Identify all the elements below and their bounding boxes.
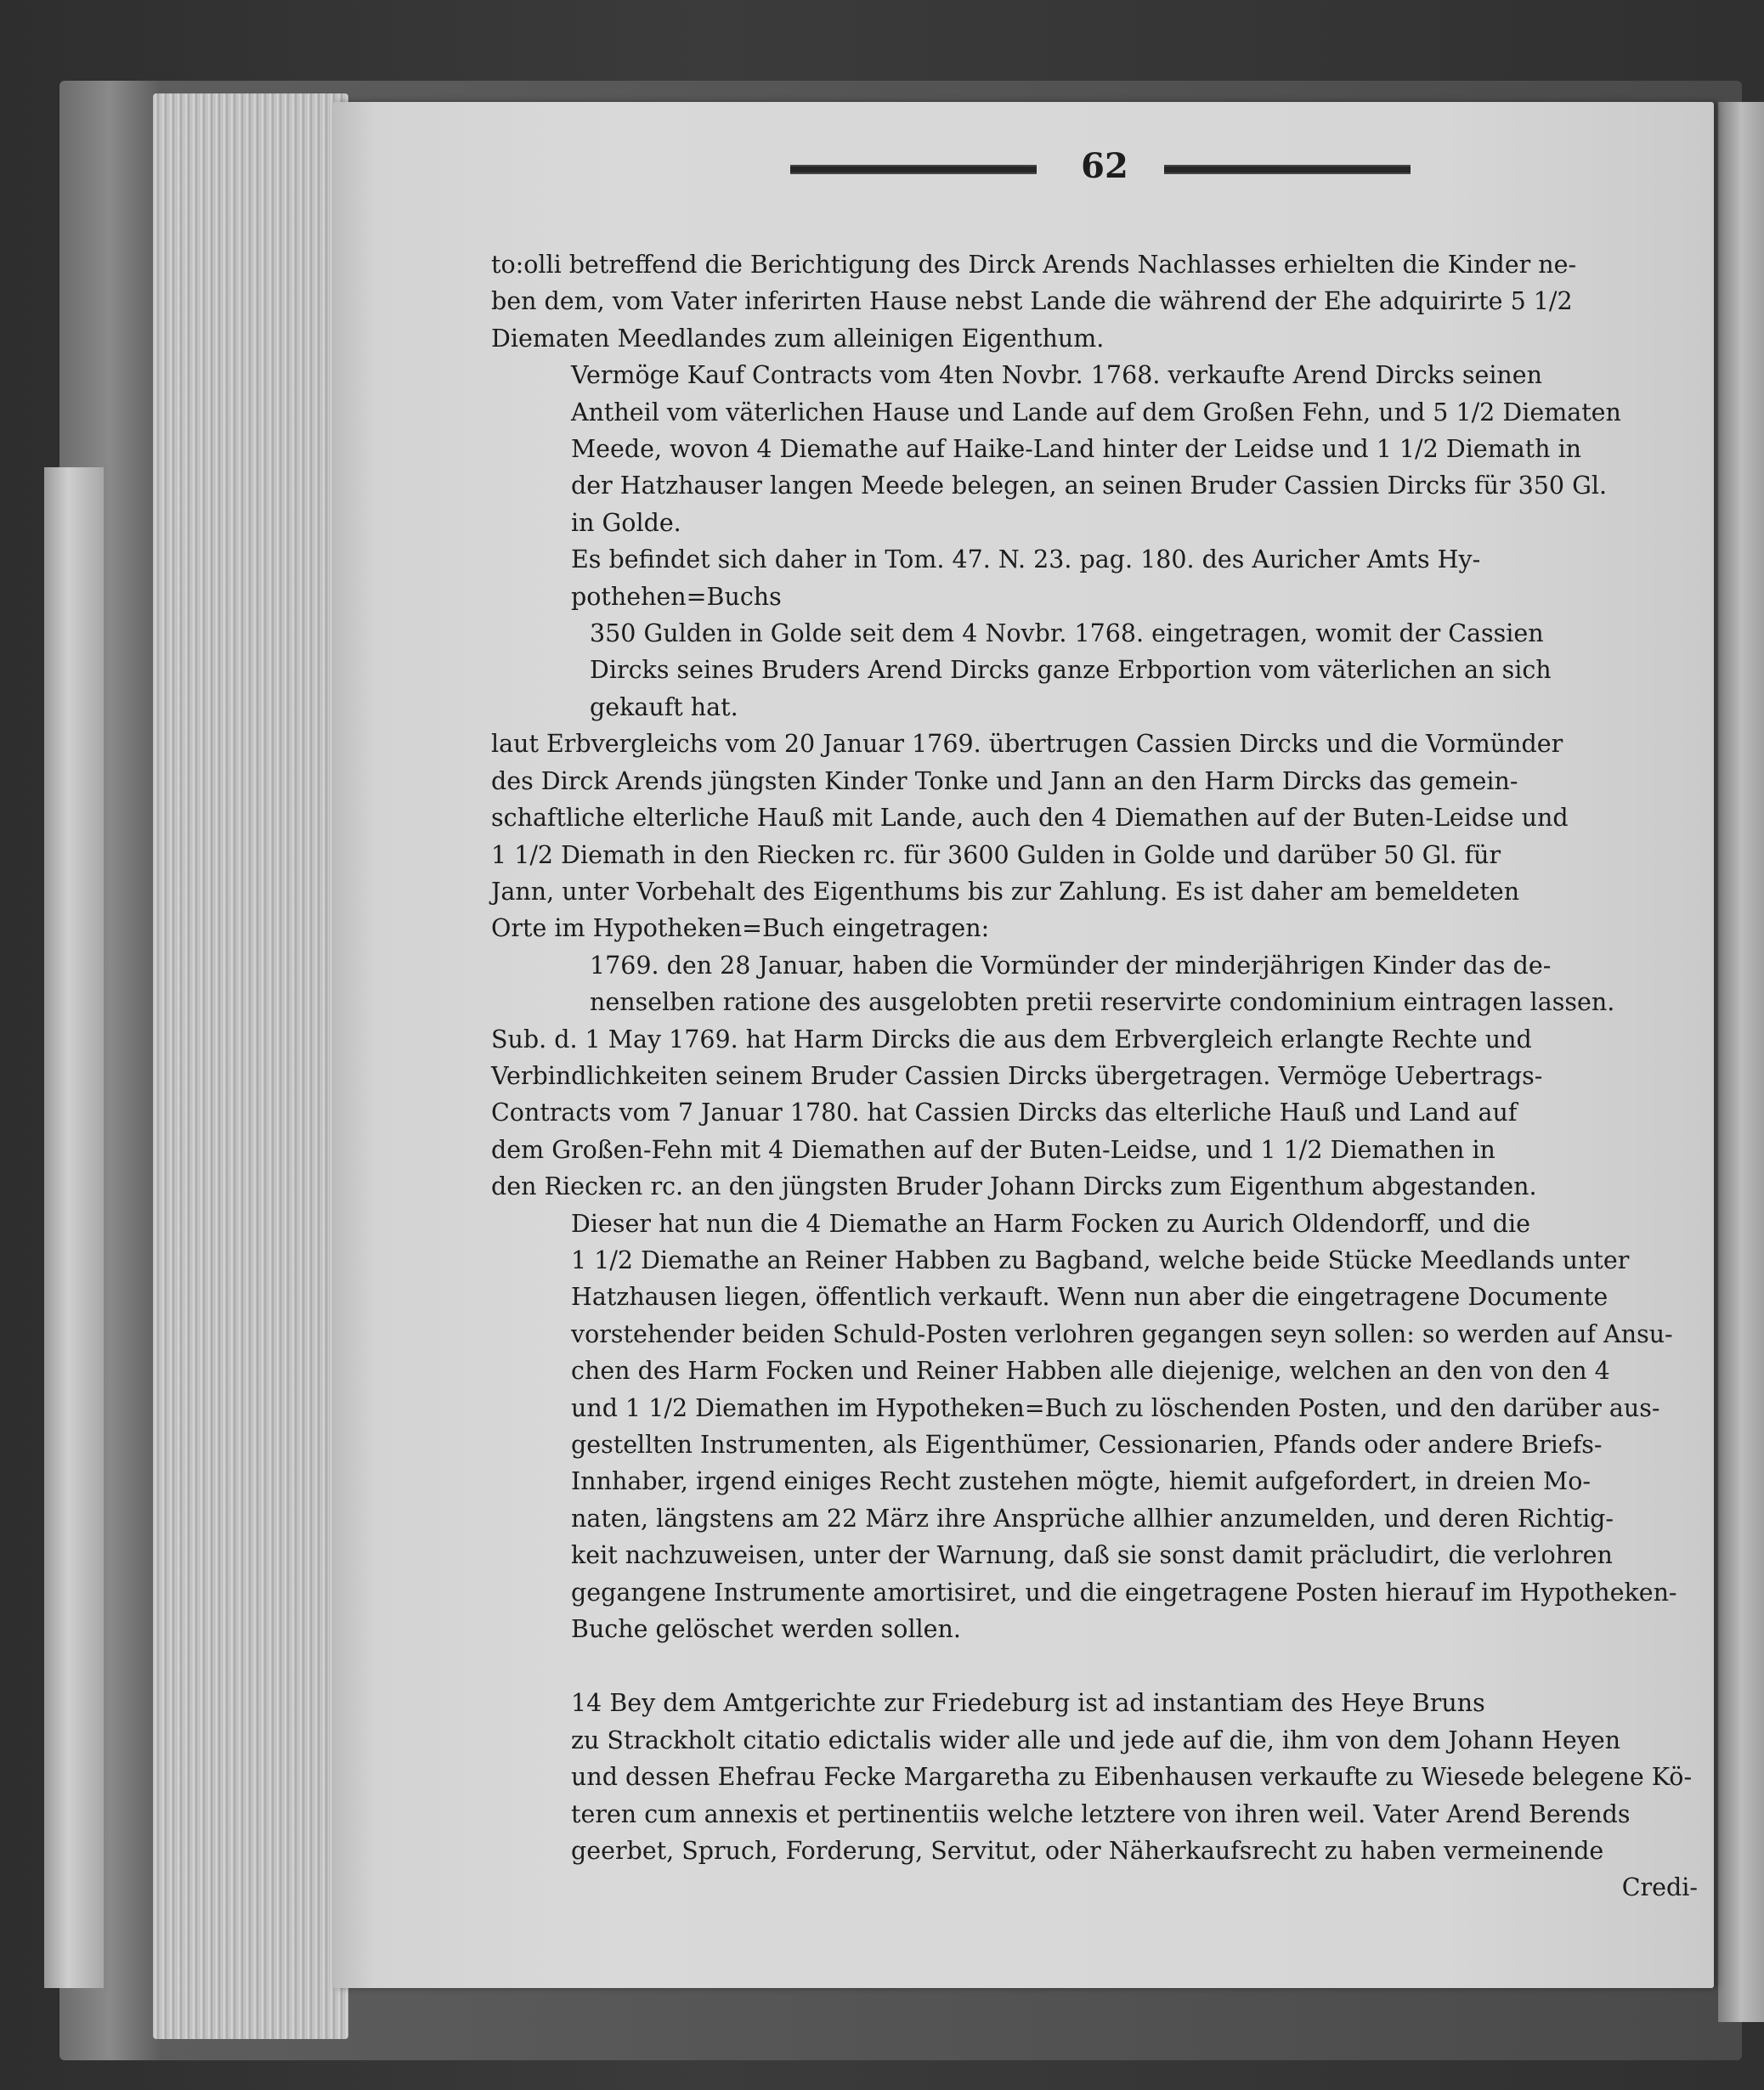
header-rule-left xyxy=(790,165,1037,174)
text-line: naten, längstens am 22 März ihre Ansprüche allhier anzumelden, und deren Richtig- xyxy=(571,1504,1614,1533)
text-line: 14 Bey dem Amtgerichte zur Friedeburg ist ad instantiam des Heye Bruns xyxy=(571,1689,1485,1718)
text-line: Jann, unter Vorbehalt des Eigenthums bis zur Zahlung. Es ist daher am bemeldeten xyxy=(491,877,1520,906)
text-line: 350 Gulden in Golde seit dem 4 Novbr. 1768. eingetragen, womit der Cassien xyxy=(590,619,1544,648)
text-line: 1 1/2 Diemathe an Reiner Habben zu Bagband, welche beide Stücke Meedlands unter xyxy=(571,1246,1630,1274)
text-line: schaftliche elterliche Hauß mit Lande, auch den 4 Diemathen auf der Buten-Leidse und xyxy=(491,804,1569,833)
paragraph xyxy=(491,1685,1698,1869)
text-line: den Riecken rc. an den jüngsten Bruder Johann Dircks zum Eigenthum abgestanden. xyxy=(491,1172,1537,1201)
paragraph xyxy=(491,1021,1698,1206)
header-rule-right xyxy=(1164,165,1411,174)
text-line: ben dem, vom Vater inferirten Hause nebst Lande die während der Ehe adquirirte 5 1/2 xyxy=(491,287,1573,316)
page-edge-stack xyxy=(153,93,348,2039)
text-line: pothehen=Buchs xyxy=(571,582,782,611)
text-line: keit nachzuweisen, unter der Warnung, daß sie sonst damit präcludirt, die verlohren xyxy=(571,1541,1613,1570)
text-line: nenselben ratione des ausgelobten pretii reservirte condominium eintragen lassen. xyxy=(590,988,1615,1017)
text-line: Meede, wovon 4 Diemathe auf Haike-Land hinter der Leidse und 1 1/2 Diemath in xyxy=(571,435,1582,464)
page-number: 62 xyxy=(1081,146,1128,186)
text-line: Diematen Meedlandes zum alleinigen Eigenthum. xyxy=(491,324,1105,353)
paragraph xyxy=(491,947,1698,1021)
paragraph xyxy=(491,357,1698,541)
paragraph-spacer xyxy=(491,1647,1698,1685)
cover-spine-strip xyxy=(44,467,104,1988)
text-line: Sub. d. 1 May 1769. hat Harm Dircks die aus dem Erbvergleich erlangte Rechte und xyxy=(491,1025,1532,1053)
text-line: geerbet, Spruch, Forderung, Servitut, oder Näherkaufsrecht zu haben vermeinende xyxy=(571,1837,1604,1866)
page-body-text xyxy=(491,246,1698,1906)
paragraph xyxy=(491,615,1698,726)
text-line: und dessen Ehefrau Fecke Margaretha zu Eibenhausen verkaufte zu Wiesede belegene Kö- xyxy=(571,1763,1693,1792)
text-line: Antheil vom väterlichen Hause und Lande auf dem Großen Fehn, und 5 1/2 Diematen xyxy=(571,398,1621,426)
text-line: Vermöge Kauf Contracts vom 4ten Novbr. 1768. verkaufte Arend Dircks seinen xyxy=(571,361,1543,390)
text-line: gegangene Instrumente amortisiret, und die eingetragene Posten hierauf im Hypotheken- xyxy=(571,1578,1677,1607)
text-line: zu Strackholt citatio edictalis wider alle und jede auf die, ihm von dem Johann Heyen xyxy=(571,1726,1621,1754)
paragraph xyxy=(491,541,1698,615)
page-header xyxy=(790,146,1411,187)
text-line: Verbindlichkeiten seinem Bruder Cassien Dircks übergetragen. Vermöge Uebertrags- xyxy=(491,1061,1543,1090)
facing-page-edge xyxy=(1718,102,1764,2022)
text-line: chen des Harm Focken und Reiner Habben alle diejenige, welchen an den von den 4 xyxy=(571,1357,1610,1386)
text-line: to:olli betreffend die Berichtigung des Dirck Arends Nachlasses erhielten die Kinder ne- xyxy=(491,251,1577,279)
text-line: Es befindet sich daher in Tom. 47. N. 23. pag. 180. des Auricher Amts Hy- xyxy=(571,545,1481,574)
text-line: der Hatzhauser langen Meede belegen, an seinen Bruder Cassien Dircks für 350 Gl. xyxy=(571,472,1608,500)
paragraph xyxy=(491,246,1698,357)
text-line: Innhaber, irgend einiges Recht zustehen mögte, hiemit aufgefordert, in dreien Mo- xyxy=(571,1467,1592,1496)
text-line: Orte im Hypotheken=Buch eingetragen: xyxy=(491,914,990,943)
text-line: in Golde. xyxy=(571,508,681,537)
text-line: Dieser hat nun die 4 Diemathe an Harm Focken zu Aurich Oldendorff, und die xyxy=(571,1209,1530,1238)
text-line: gestellten Instrumenten, als Eigenthümer, Cessionarien, Pfands oder andere Briefs- xyxy=(571,1431,1603,1459)
text-line: Hatzhausen liegen, öffentlich verkauft. Wenn nun aber die eingetragene Documente xyxy=(571,1283,1609,1312)
text-line: teren cum annexis et pertinentiis welche letztere von ihren weil. Vater Arend Berends xyxy=(571,1799,1631,1828)
text-line: gekauft hat. xyxy=(590,692,738,721)
text-line: Buche gelöschet werden sollen. xyxy=(571,1615,961,1644)
catchword: Credi- xyxy=(1621,1873,1698,1902)
text-line: und 1 1/2 Diemathen im Hypotheken=Buch zu löschenden Posten, und den darüber aus- xyxy=(571,1393,1660,1422)
text-line: 1769. den 28 Januar, haben die Vormünder der minderjährigen Kinder das de- xyxy=(590,951,1552,980)
paragraph xyxy=(491,1206,1698,1648)
text-line: des Dirck Arends jüngsten Kinder Tonke und Jann an den Harm Dircks das gemein- xyxy=(491,766,1518,795)
text-line: Contracts vom 7 Januar 1780. hat Cassien Dircks das elterliche Hauß und Land auf xyxy=(491,1099,1518,1127)
text-line: Dircks seines Bruders Arend Dircks ganze Erbportion vom väterlichen an sich xyxy=(590,656,1552,685)
paragraph xyxy=(491,726,1698,946)
text-line: dem Großen-Fehn mit 4 Diemathen auf der Buten-Leidse, und 1 1/2 Diemathen in xyxy=(491,1135,1495,1164)
text-line: laut Erbvergleichs vom 20 Januar 1769. übertrugen Cassien Dircks und die Vormünder xyxy=(491,730,1563,759)
text-line: 1 1/2 Diemath in den Riecken rc. für 3600 Gulden in Golde und darüber 50 Gl. für xyxy=(491,840,1501,869)
text-line: vorstehender beiden Schuld-Posten verlohren gegangen seyn sollen: so werden auf Ansu- xyxy=(571,1319,1673,1348)
